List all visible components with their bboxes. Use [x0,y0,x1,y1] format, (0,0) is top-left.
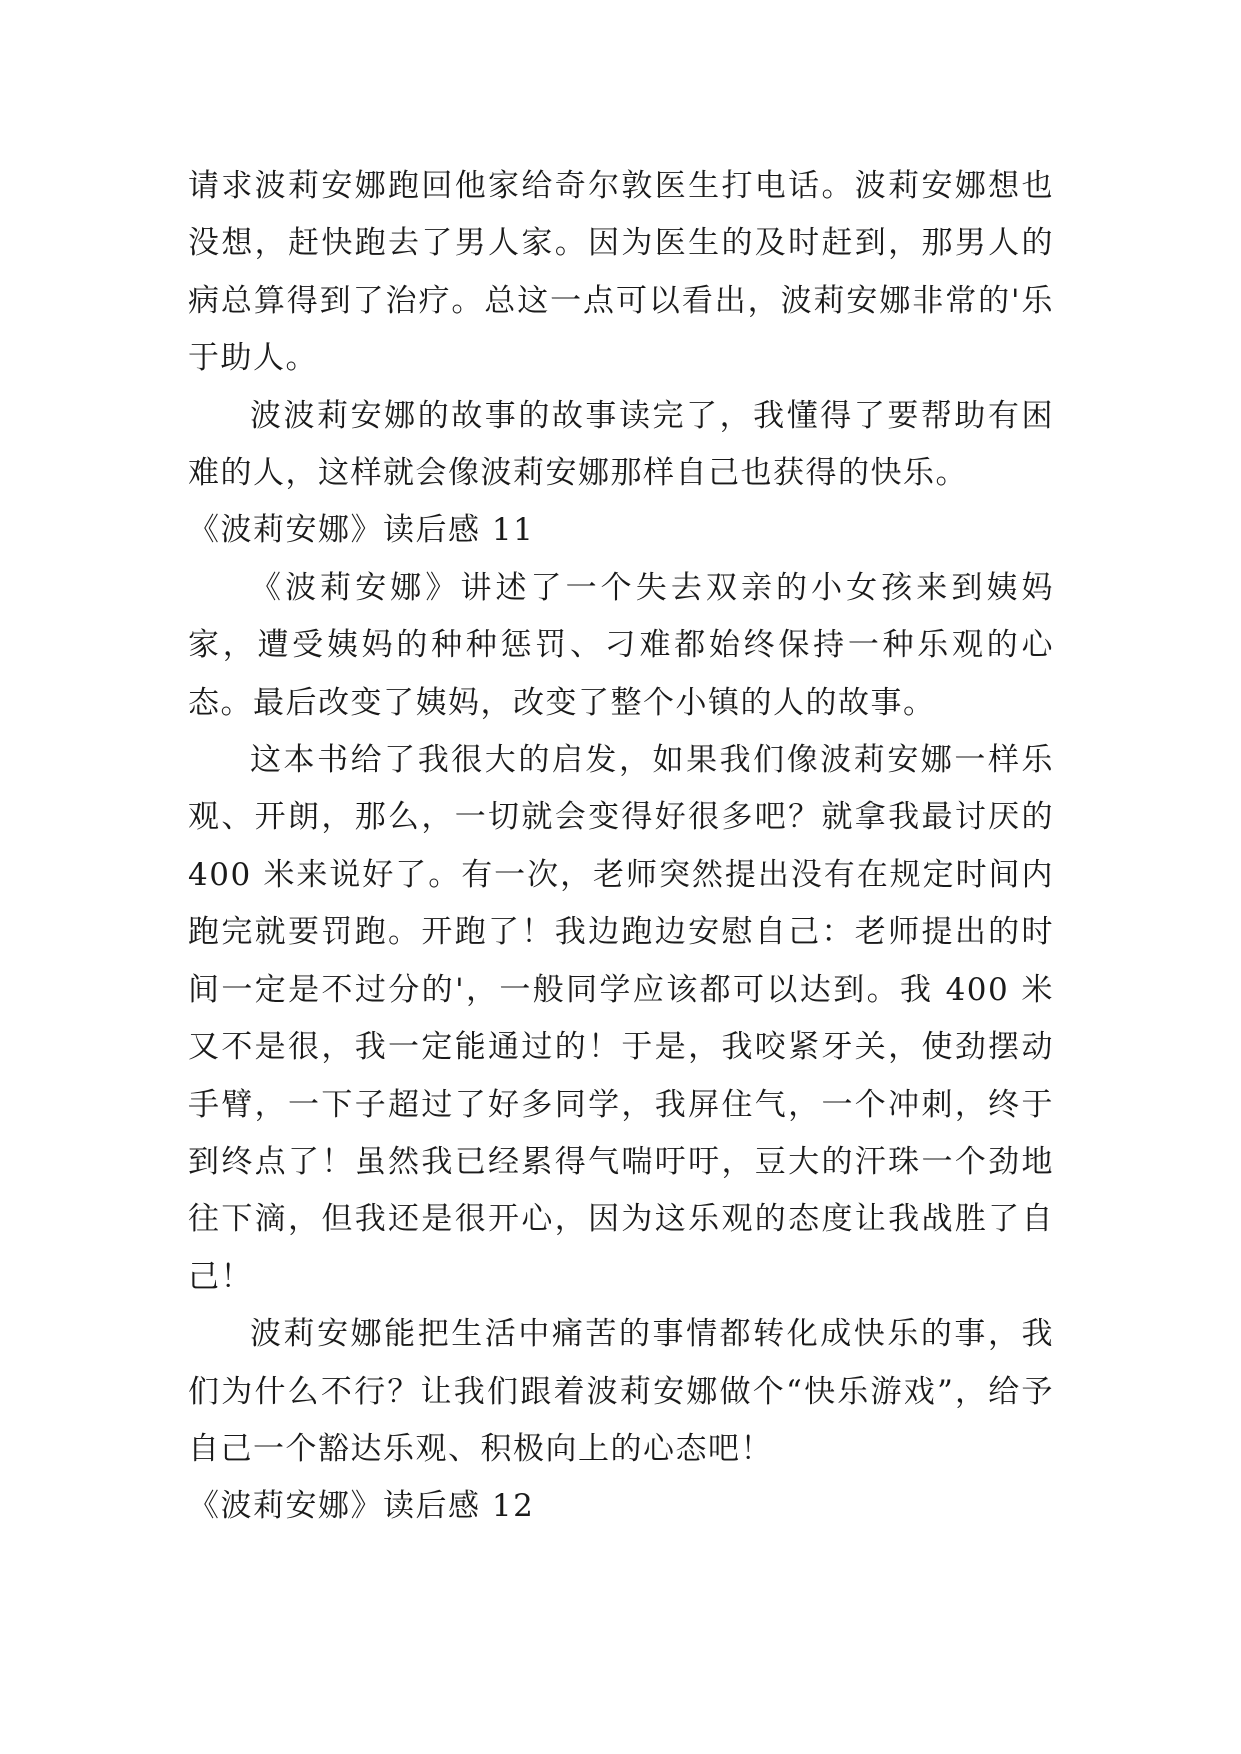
paragraph: 《波莉安娜》讲述了一个失去双亲的小女孩来到姨妈家，遭受姨妈的种种惩罚、刁难都始终保持一种乐观的心态。最后改变了姨妈，改变了整个小镇的人的故事。 [188,569,1054,721]
paragraph-continued: 请求波莉安娜跑回他家给奇尔敦医生打电话。波莉安娜想也没想，赶快跑去了男人家。因为医生的及时赶到，那男人的病总算得到了治疗。总这一点可以看出，波莉安娜非常的'乐于助人。 [188,168,1054,377]
section-heading: 《波莉安娜》读后感 11 [188,512,535,549]
paragraph: 波波莉安娜的故事的故事读完了，我懂得了要帮助有困难的人，这样就会像波莉安娜那样自己也获得的快乐。 [188,397,1054,492]
section-heading: 《波莉安娜》读后感 12 [188,1488,535,1525]
paragraph: 波莉安娜能把生活中痛苦的事情都转化成快乐的事，我们为什么不行？让我们跟着波莉安娜做个“快乐游戏”，给予自己一个豁达乐观、积极向上的心态吧！ [188,1316,1054,1467]
paragraph: 这本书给了我很大的启发，如果我们像波莉安娜一样乐观、开朗，那么，一切就会变得好很多吧？就拿我最讨厌的 400 米来说好了。有一次，老师突然提出没有在规定时间内跑完就要罚跑。开跑了！我边跑边安慰自己：老师提出的时间一定是不过分的'，一般同学应该都可以达到。我 400 米又不是很，我一定能通过的！于是，我咬紧牙关，使劲摆动手臂，一下子超过了好多同学，我屏住气，一个冲刺，终于到终点了！虽然我已经累得气喘吁吁，豆大的汗珠一个劲地往下滴，但我还是很开心，因为这乐观的态度让我战胜了自己！ [188,742,1054,1295]
document-body [188,158,1054,1536]
